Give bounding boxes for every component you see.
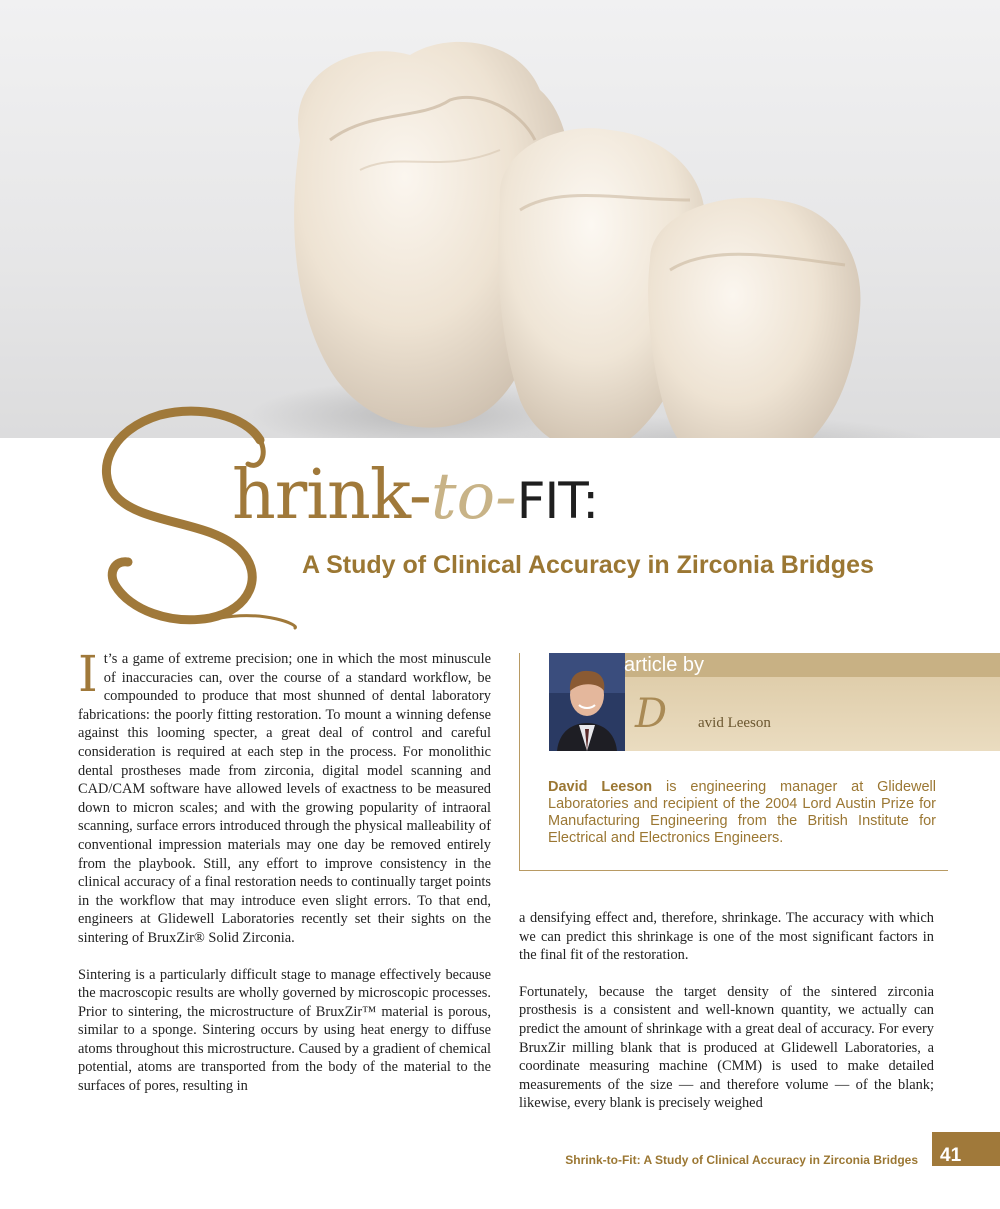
zirconia-bridge-illustration bbox=[0, 0, 1000, 438]
title-hrink: hrink- bbox=[232, 456, 431, 535]
article-by-label: article by bbox=[624, 654, 705, 676]
running-footer-title: Shrink-to-Fit: A Study of Clinical Accuracy in Zirconia Bridges bbox=[565, 1153, 918, 1167]
title-to: to- bbox=[430, 460, 517, 534]
author-portrait-icon bbox=[549, 653, 625, 751]
author-bio-text bbox=[548, 779, 936, 847]
author-name-rest: avid Leeson bbox=[698, 715, 771, 731]
body-column-left bbox=[78, 645, 491, 1114]
drop-cap: I bbox=[78, 645, 98, 703]
author-bio-description: is engineering manager at Glidewell Laboratories and recipient of the 2004 Lord Austin Prize for Manufacturing Engineering from the British Institute for Electrical and Electronics Engineers. bbox=[548, 779, 936, 846]
author-initial: D bbox=[635, 691, 668, 737]
body-paragraph: Sintering is a particularly difficult stage to manage effectively because the macroscopic results are wholly governed by microscopic processes. Prior to sintering, the microstructure of BruxZir™ material is porous, similar to a sponge. Sintering occurs by using heat energy to diffuse atoms throughout this microstructure. Caused by a gradient of chemical potential, atoms are transported from the body of the material to the surfaces of pores, resulting in bbox=[78, 966, 491, 1095]
body-paragraph bbox=[78, 645, 491, 948]
body-column-right bbox=[519, 909, 934, 1131]
body-paragraph: Fortunately, because the target density of the sintered zirconia prosthesis is a consistent and well-known quantity, we actually can predict the amount of shrinkage with a great deal of accuracy. For every BruxZir milling blank that is produced at Glidewell Laboratories, a coordinate measuring machine (CMM) is used to make detailed measurements of the size — and therefore volume — of the blank; likewise, every blank is precisely weighed bbox=[519, 983, 934, 1112]
page-subtitle: A Study of Clinical Accuracy in Zirconia Bridges bbox=[302, 551, 874, 579]
paragraph-text: t’s a game of extreme precision; one in which the most minuscule of inaccuracies can, over the course of a standard workflow, be compounded to produce that most shunned of dental laboratory fabrications: the poorly fitting restoration. To mount a winning defense against this looming specter, a great deal of control and careful consideration is required at each step in the process. For monolithic dental prostheses made from zirconia, digital model scanning and CAD/CAM software have allowed levels of exactness to be measured down to micron scales; and with the growing popularity of intraoral scanning, surface errors introduced through the physical malleability of conventional impression materials may one day be removed entirely from the playbook. Still, any effort to improve consistency in the clinical accuracy of a final restoration needs to continually target points in the workflow that may introduce even slight errors. To that end, engineers at Glidewell Laboratories recently set their sights on the sintering of BruxZir® Solid Zirconia. bbox=[78, 651, 491, 946]
page-title bbox=[232, 456, 599, 552]
page-number: 41 bbox=[940, 1145, 962, 1166]
author-bio-name: David Leeson bbox=[548, 779, 653, 795]
author-photo bbox=[549, 653, 625, 751]
author-bio-box bbox=[519, 653, 948, 871]
title-fit: FIT: bbox=[516, 472, 599, 530]
body-paragraph: a densifying effect and, therefore, shrinkage. The accuracy with which we can predict this shrinkage is one of the most significant factors in the final fit of the restoration. bbox=[519, 910, 934, 964]
hero-image bbox=[0, 0, 1000, 438]
